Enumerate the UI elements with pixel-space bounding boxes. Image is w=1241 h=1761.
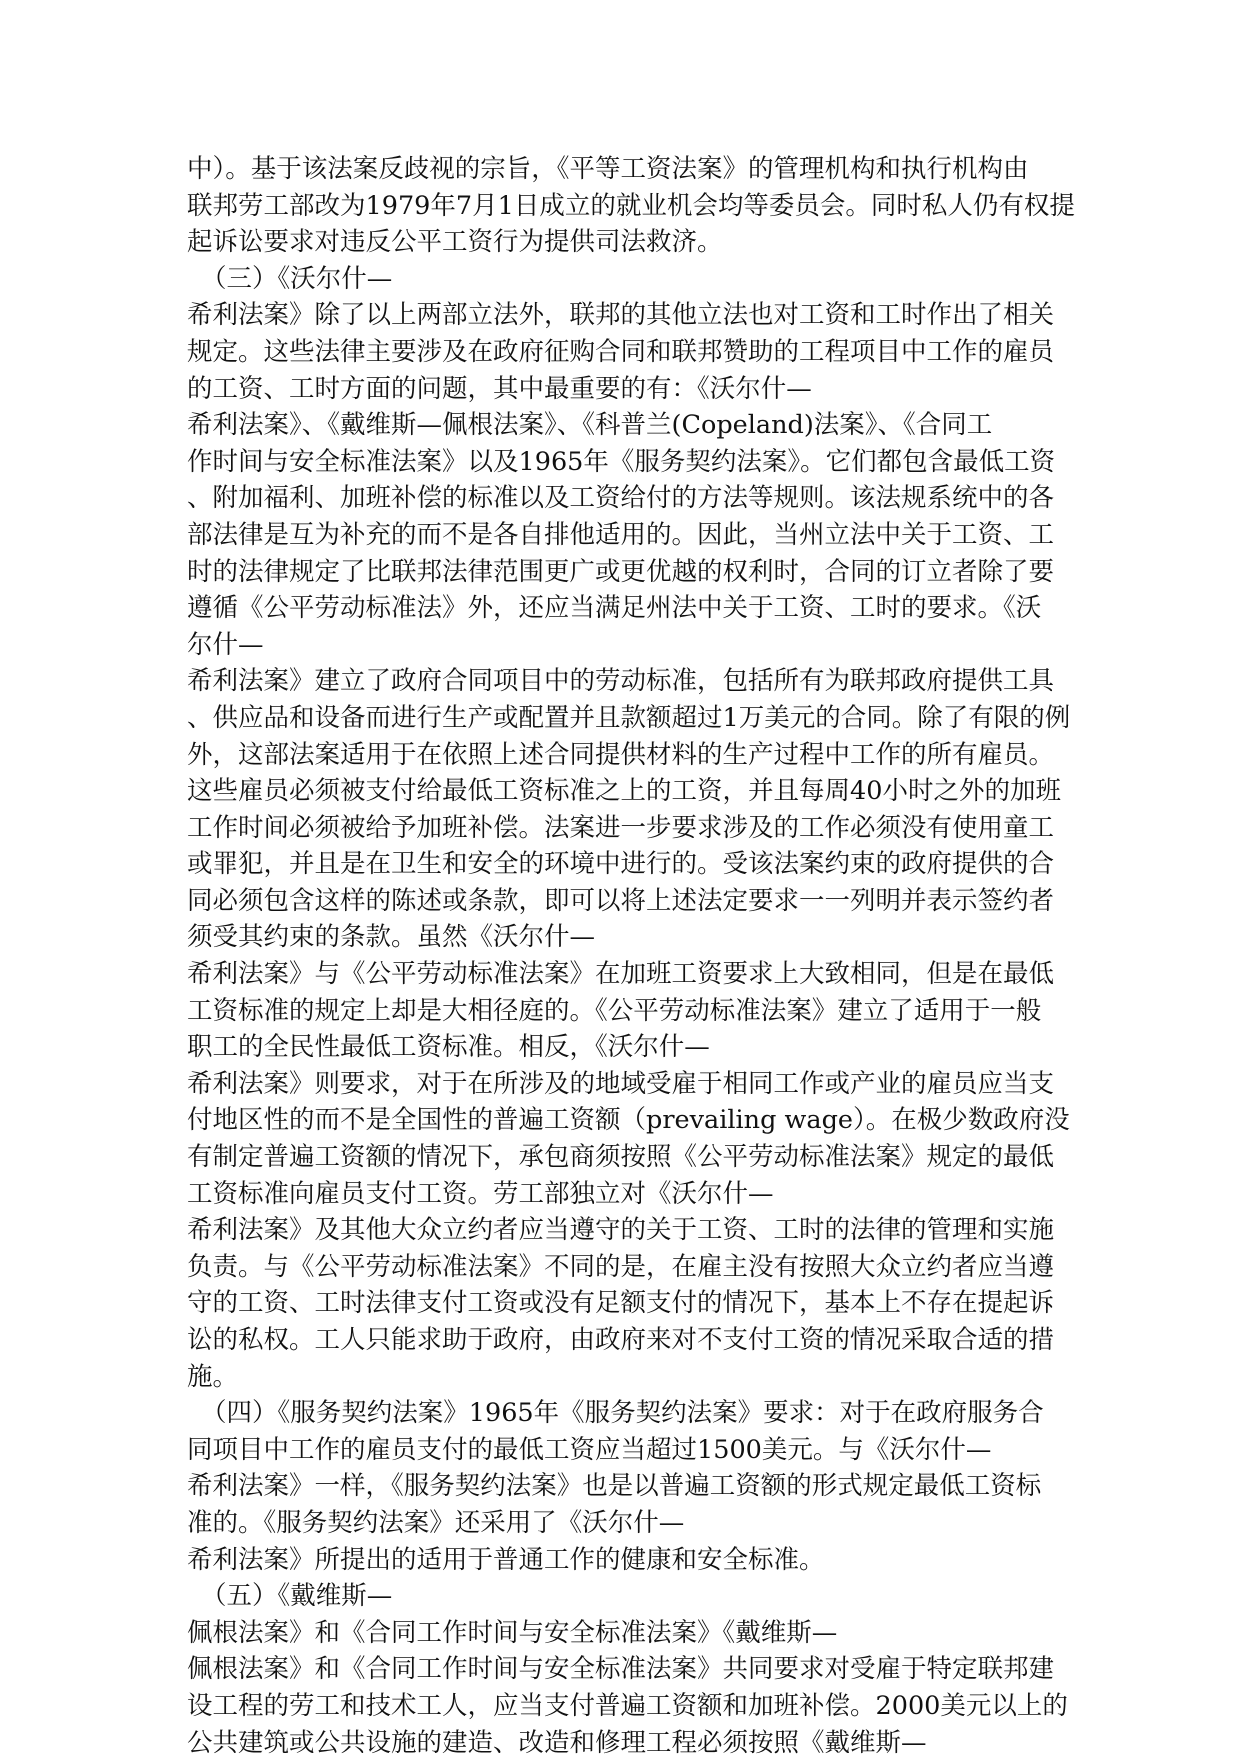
text-line: 规定。这些法律主要涉及在政府征购合同和联邦赞助的工程项目中工作的雇员 <box>187 336 1055 367</box>
text-line: 外，这部法案适用于在依照上述合同提供材料的生产过程中工作的所有雇员。 <box>187 739 1055 770</box>
text-line: 联邦劳工部改为1979年7月1日成立的就业机会均等委员会。同时私人仍有权提 <box>187 190 1075 221</box>
section-heading: （五）《戴维斯— <box>201 1581 393 1612</box>
section-heading: （三）《沃尔什— <box>201 263 393 294</box>
text-line: 佩根法案》和《合同工作时间与安全标准法案》共同要求对受雇于特定联邦建 <box>187 1654 1055 1685</box>
text-line: 公共建筑或公共设施的建造、改造和修理工程必须按照《戴维斯— <box>187 1727 927 1758</box>
text-line: 须受其约束的条款。虽然《沃尔什— <box>187 922 596 953</box>
text-line: 守的工资、工时法律支付工资或没有足额支付的情况下，基本上不存在提起诉 <box>187 1288 1055 1319</box>
text-line: 的工资、工时方面的问题，其中最重要的有：《沃尔什— <box>187 373 812 404</box>
text-line: 负责。与《公平劳动标准法案》不同的是，在雇主没有按照大众立约者应当遵 <box>187 1251 1055 1282</box>
text-line: 希利法案》与《公平劳动标准法案》在加班工资要求上大致相同，但是在最低 <box>187 959 1055 990</box>
text-line: 部法律是互为补充的而不是各自排他适用的。因此，当州立法中关于工资、工 <box>187 519 1055 550</box>
text-line: 或罪犯，并且是在卫生和安全的环境中进行的。受该法案约束的政府提供的合 <box>187 849 1055 880</box>
text-line: 施。 <box>187 1361 239 1392</box>
text-line: 遵循《公平劳动标准法》外，还应当满足州法中关于工资、工时的要求。《沃 <box>187 593 1042 624</box>
text-line: 希利法案》除了以上两部立法外，联邦的其他立法也对工资和工时作出了相关 <box>187 300 1055 331</box>
text-line: 工作时间必须被给予加班补偿。法案进一步要求涉及的工作必须没有使用童工 <box>187 812 1055 843</box>
text-line: 希利法案》所提出的适用于普通工作的健康和安全标准。 <box>187 1544 825 1575</box>
text-line: 希利法案》、《戴维斯—佩根法案》、《科普兰(Copeland)法案》、《合同工 <box>187 410 993 441</box>
text-line: 工资标准向雇员支付工资。劳工部独立对《沃尔什— <box>187 1178 774 1209</box>
text-line: 中）。基于该法案反歧视的宗旨，《平等工资法案》的管理机构和执行机构由 <box>187 154 1029 184</box>
text-line: 希利法案》及其他大众立约者应当遵守的关于工资、工时的法律的管理和实施 <box>187 1215 1055 1246</box>
text-line: 同项目中工作的雇员支付的最低工资应当超过1500美元。与《沃尔什— <box>187 1434 992 1465</box>
text-line: 希利法案》一样，《服务契约法案》也是以普遍工资额的形式规定最低工资标 <box>187 1471 1042 1502</box>
text-line: 、供应品和设备而进行生产或配置并且款额超过1万美元的合同。除了有限的例 <box>187 702 1071 733</box>
text-line: 作时间与安全标准法案》以及1965年《服务契约法案》。它们都包含最低工资 <box>187 446 1056 477</box>
text-line: 时的法律规定了比联邦法律范围更广或更优越的权利时，合同的订立者除了要 <box>187 556 1055 587</box>
text-line: 付地区性的而不是全国性的普遍工资额（prevailing wage）。在极少数政府没 <box>187 1105 1070 1136</box>
text-line: 希利法案》则要求，对于在所涉及的地域受雇于相同工作或产业的雇员应当支 <box>187 1068 1055 1099</box>
text-line: 这些雇员必须被支付给最低工资标准之上的工资，并且每周40小时之外的加班 <box>187 776 1061 807</box>
section-heading: （四）《服务契约法案》1965年《服务契约法案》要求：对于在政府服务合 <box>201 1398 1044 1429</box>
text-line: 设工程的劳工和技术工人，应当支付普遍工资额和加班补偿。2000美元以上的 <box>187 1690 1068 1721</box>
text-line: 尔什— <box>187 629 264 660</box>
text-line: 准的。《服务契约法案》还采用了《沃尔什— <box>187 1507 685 1538</box>
text-line: 职工的全民性最低工资标准。相反，《沃尔什— <box>187 1032 710 1063</box>
text-line: 佩根法案》和《合同工作时间与安全标准法案》《戴维斯— <box>187 1617 838 1648</box>
text-line: 、附加福利、加班补偿的标准以及工资给付的方法等规则。该法规系统中的各 <box>187 483 1055 514</box>
text-line: 同必须包含这样的陈述或条款，即可以将上述法定要求一一列明并表示签约者 <box>187 885 1055 916</box>
text-line: 讼的私权。工人只能求助于政府，由政府来对不支付工资的情况采取合适的措 <box>187 1325 1055 1355</box>
body-text <box>187 151 1075 1761</box>
text-line: 希利法案》建立了政府合同项目中的劳动标准，包括所有为联邦政府提供工具 <box>187 666 1055 697</box>
text-line: 有制定普遍工资额的情况下，承包商须按照《公平劳动标准法案》规定的最低 <box>187 1142 1055 1173</box>
text-line: 工资标准的规定上却是大相径庭的。《公平劳动标准法案》建立了适用于一般 <box>187 995 1042 1026</box>
text-line: 起诉讼要求对违反公平工资行为提供司法救济。 <box>187 227 723 258</box>
